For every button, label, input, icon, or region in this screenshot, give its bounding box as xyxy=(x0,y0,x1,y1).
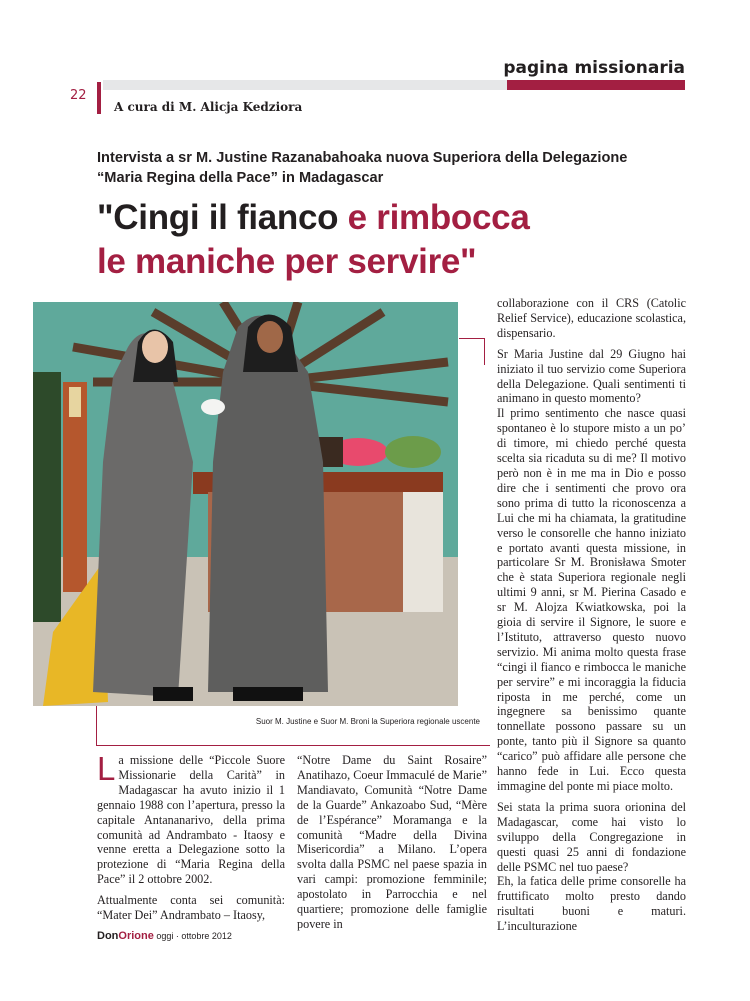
interview-question: Sei stata la prima suora orionina del Madagascar, come hai visto lo sviluppo della Congregazione in questi quasi 25 anni di fondazione delle PSMC nel tuo paese? xyxy=(497,799,686,874)
subtitle-line-1: Intervista a sr M. Justine Razanabahoaka nuova Superiora della Delegazione xyxy=(97,150,628,166)
page-number: 22 xyxy=(70,88,87,103)
photo-illustration xyxy=(33,302,458,706)
subtitle-line-2: “Maria Regina della Pace” in Madagascar xyxy=(97,170,384,186)
paragraph: Attualmente conta sei comunità: “Mater Dei” Andrambato – Itaosy, xyxy=(97,893,285,923)
article-photo xyxy=(33,302,458,706)
header-vertical-bar xyxy=(97,82,101,114)
issue-date: oggi · ottobre 2012 xyxy=(156,931,232,941)
headline-part-1: "Cingi il fianco xyxy=(97,198,348,237)
paragraph: collaborazione con il CRS (Catolic Relief Service), educazione scolastica, dispensario. xyxy=(497,296,686,340)
brand-don: Don xyxy=(97,930,119,942)
article-subtitle xyxy=(97,148,697,188)
header-bar-gray xyxy=(103,80,507,90)
paragraph: “Notre Dame du Saint Rosaire” Anatihazo, Coeur Immaculé de Marie” Mandiavato, Comunità “Notre Dame de la Guarde” Ankazoabo Sud, “Mère de l’Espérance” Moramanga e la comunità “Madre della Divina Misericordia” a Milano. L’opera svolta dalla PSMC nel paese spazia in vari campi: promozione femminile; apostolato in Parrocchia e nel quartiere; promozione delle famiglie povere in xyxy=(297,753,487,931)
column-middle xyxy=(297,753,487,938)
paragraph-text: a missione delle “Piccole Suore Missionarie della Carità” in Madagascar ha avuto inizio il 1 gennaio 1988 con l’apertura, presso la capitale Antananarivo, della prima comunità ad Andrambato - Itaosy e venne eretta a Delegazione sotto la protezione di “Maria Regina della Pace” il 2 ottobre 2002. xyxy=(97,753,285,887)
brand-orione: Orione xyxy=(118,930,154,942)
footer-brand xyxy=(97,930,232,942)
column-rule-vertical xyxy=(484,338,485,365)
interview-question: Sr Maria Justine dal 29 Giugno hai iniziato il tuo servizio come Superiora della Delegazione. Quali sentimenti ti animano in questo momento? xyxy=(497,346,686,406)
interview-answer: Eh, la fatica delle prime consorelle ha fruttificato molto presto dando risultati buoni e maturi. L’inculturazione xyxy=(497,874,686,934)
column-right xyxy=(497,296,686,940)
photo-caption: Suor M. Justine e Suor M. Broni la Superiora regionale uscente xyxy=(255,717,480,726)
section-title: pagina missionaria xyxy=(503,58,685,78)
column-left xyxy=(97,750,285,929)
header-bar-accent xyxy=(507,80,685,90)
caption-rule-horizontal xyxy=(96,745,490,746)
column-rule xyxy=(459,338,484,339)
caption-rule-vertical xyxy=(96,706,97,746)
interview-answer: Il primo sentimento che nasce quasi spontaneo è lo stupore misto a un po’ di timore, mi chiedo perché questa scelta sia ricaduta su di me? Il motivo però non è in me ma in Dio e posso dire che i sentimenti che provo ora sono prima di tutto la riconoscenza a Lui che mi ha chiamata, la gratitudine verso le consorelle che hanno iniziato e portato avanti questa missione, in particolare Sr M. Bronisława Smoter che è stata Superiora regionale negli ultimi 9 anni, sr M. Pierina Casado e sr M. Alojza Kwiatkowska, poi la gioia di servire il Signore, le suore e l’Istituto, attraverso questo nuovo servizio. Mi anima molto questa frase “cingi il fianco e rimbocca le maniche per servire” e mi incoraggia la fiducia riposta in me perché, come un ingegnere sa benissimo quante tonnellate possono passare su un ponte, tanto più il Signore sa quanto “carico” può affidare alle persone che hanno fede in Lui. Ecco questa immagine del ponte mi piace molto. xyxy=(497,406,686,793)
paragraph xyxy=(97,750,285,887)
headline-part-3: le maniche per servire" xyxy=(97,242,477,281)
curator-byline: A cura di M. Alicja Kedziora xyxy=(114,100,303,114)
drop-cap: L xyxy=(97,750,116,787)
article-headline xyxy=(97,196,717,284)
headline-part-2: e rimbocca xyxy=(347,198,530,237)
